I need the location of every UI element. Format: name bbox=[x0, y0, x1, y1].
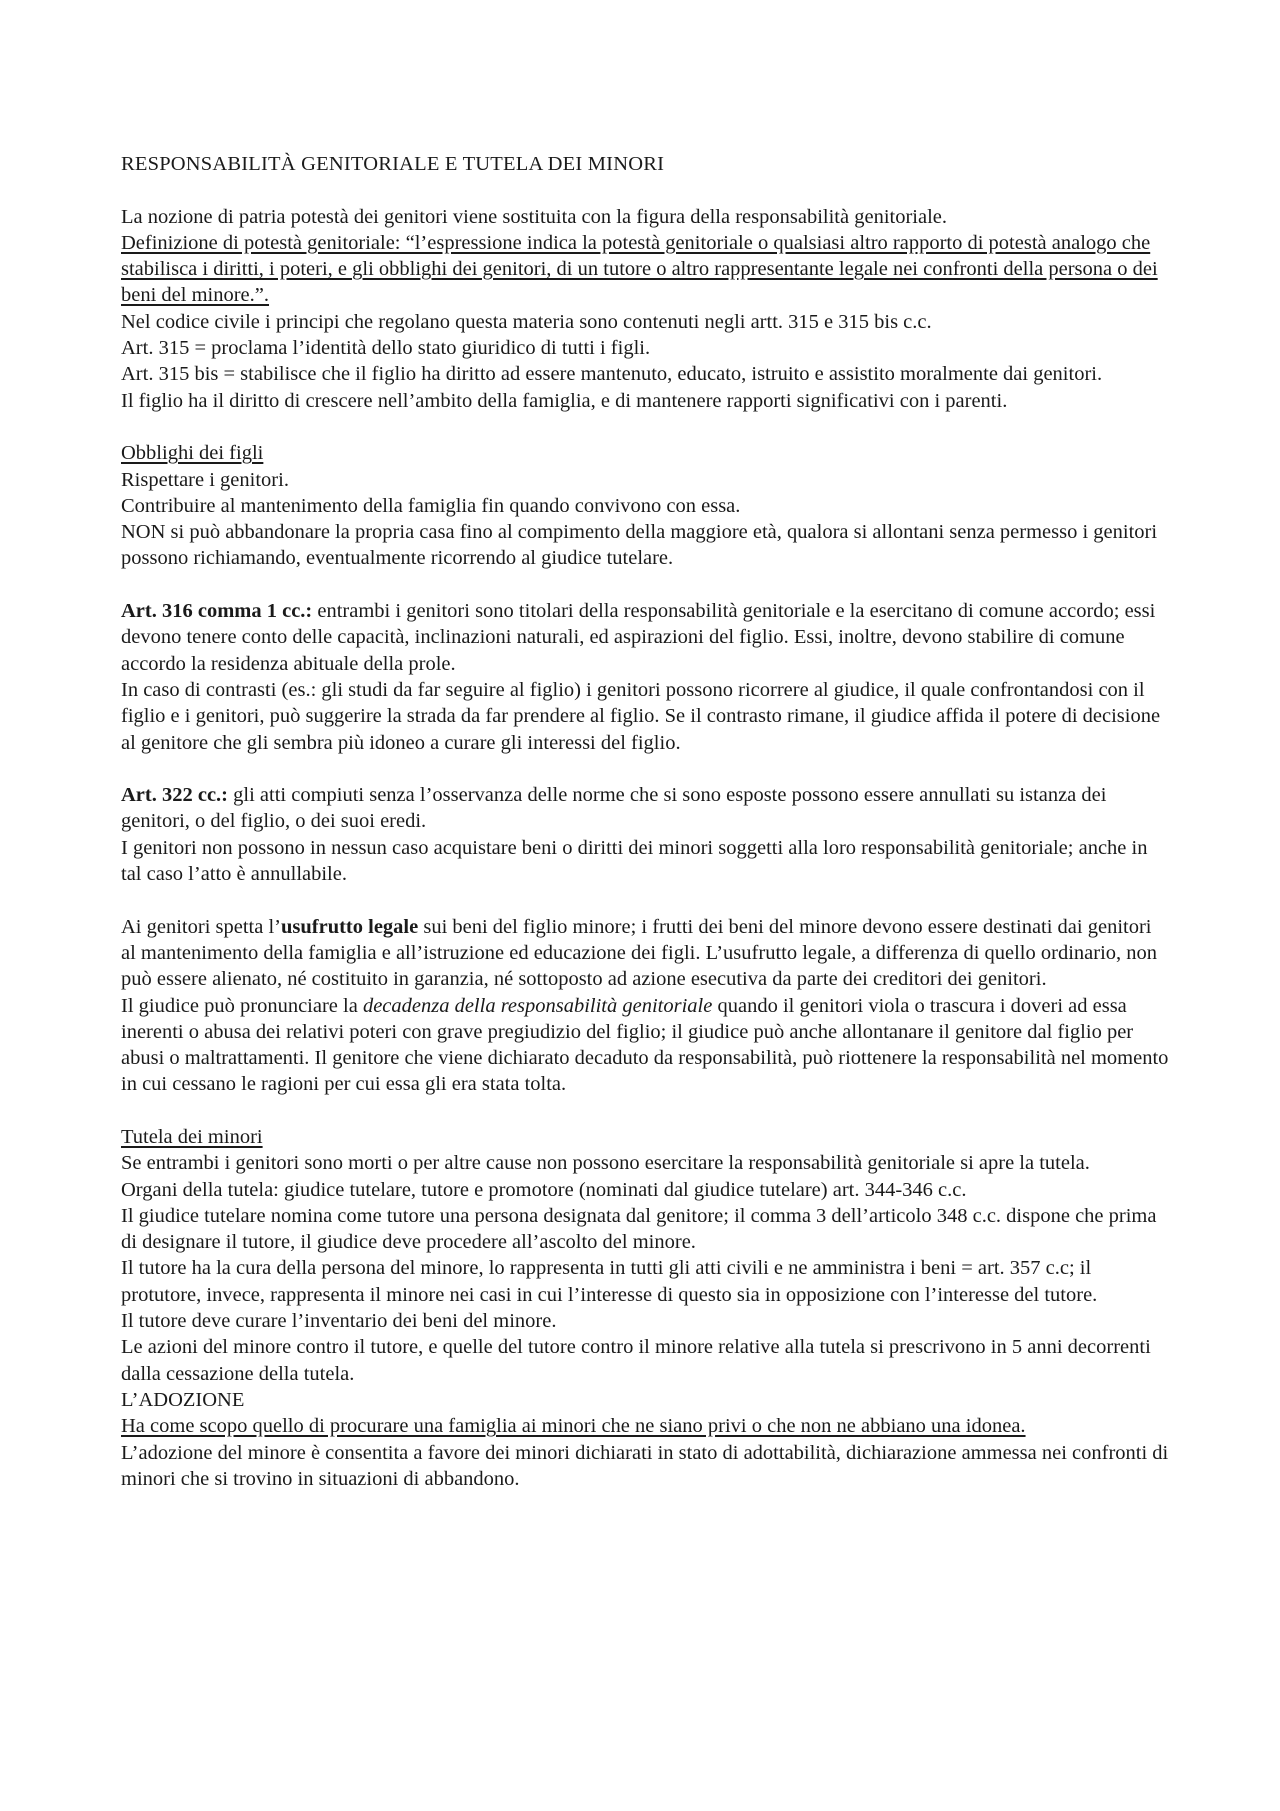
tutela-paragraph: Il giudice tutelare nomina come tutore una persona designata dal genitore; il comma 3 dell’articolo 348 c.c. dispone che prima di designare il tutore, il giudice deve procedere all’ascolto del minore. bbox=[121, 1204, 1157, 1254]
usufrutto-bold: usufrutto legale bbox=[280, 915, 419, 938]
codice-civile-paragraph: Nel codice civile i principi che regolano questa materia sono contenuti negli artt. 315 e 315 bis c.c. bbox=[121, 310, 932, 333]
tutela-paragraph: Le azioni del minore contro il tutore, e quelle del tutore contro il minore relative alla tutela si prescrivono in 5 anni decorrenti dalla cessazione della tutela. bbox=[121, 1336, 1151, 1385]
beni-paragraph: I genitori non possono in nessun caso acquistare beni o diritti dei minori soggetti alla loro responsabilità genitoriale; anche in tal caso l’atto è annullabile. bbox=[121, 836, 1148, 886]
contrasti-paragraph: In caso di contrasti (es.: gli studi da far seguire al figlio) i genitori possono ricorrere al giudice, il quale confrontandosi con il figlio e i genitori, può suggerire la strada da far prendere al figlio. Se il contrasto rimane, il giudice affida il potere di decisione al genitore che gli sembra più idoneo a curare gli interessi del figlio. bbox=[121, 678, 1161, 754]
adozione-paragraph: L’adozione del minore è consentita a favore dei minori dichiarati in stato di adottabilità, dichiarazione ammessa nei confronti di minori che si trovino in situazioni di abbandono. bbox=[121, 1441, 1169, 1490]
tutela-paragraph: Il tutore deve curare l’inventario dei beni del minore. bbox=[121, 1310, 557, 1333]
paragraph-gap bbox=[121, 1098, 1171, 1124]
art316-text: entrambi i genitori sono titolari della responsabilità genitoriale e la esercitano di comune accordo; essi devono tenere conto delle capacità, inclinazioni naturali, ed aspirazioni del figlio. Essi, inoltre, devono stabilire di comune accordo la residenza abituale della prole. bbox=[121, 600, 1156, 675]
usufrutto-before: Ai genitori spetta l’ bbox=[121, 915, 281, 938]
art322-paragraph bbox=[121, 782, 1171, 835]
paragraph-gap bbox=[121, 572, 1171, 598]
decadenza-paragraph bbox=[121, 993, 1171, 1098]
definition-paragraph: Definizione di potestà genitoriale: “l’espressione indica la potestà genitoriale o qualsiasi altro rapporto di potestà analogo che stabilisca i diritti, i poteri, e gli obblighi dei genitori, di un tutore o altro rappresentante legale nei confronti della persona o dei beni del minore.”. bbox=[121, 231, 1158, 307]
art322-label: Art. 322 cc.: bbox=[121, 784, 229, 807]
decadenza-italic: decadenza della responsabilità genitoriale bbox=[362, 994, 713, 1017]
paragraph-gap bbox=[121, 756, 1171, 782]
intro-paragraph: La nozione di patria potestà dei genitori viene sostituita con la figura della responsabilità genitoriale. bbox=[121, 205, 947, 228]
tutela-paragraph: Organi della tutela: giudice tutelare, tutore e promotore (nominati dal giudice tutelare) art. 344-346 c.c. bbox=[121, 1178, 967, 1201]
usufrutto-after: sui beni del figlio minore; i frutti dei beni del minore devono essere destinati dai genitori al mantenimento della famiglia e all’istruzione ed educazione dei figli. L’usufrutto legale, a differenza di quello ordinario, non può essere alienato, né costituito in garanzia, né sottoposto ad azione esecutiva da parte dei creditori dei genitori. bbox=[121, 915, 1158, 991]
paragraph-gap bbox=[121, 887, 1171, 913]
obblighi-heading: Obblighi dei figli bbox=[121, 442, 264, 465]
document-title: RESPONSABILITÀ GENITORIALE E TUTELA DEI MINORI bbox=[121, 153, 665, 175]
obblighi-item: Contribuire al mantenimento della famiglia fin quando convivono con essa. bbox=[121, 494, 741, 517]
art316-label: Art. 316 comma 1 cc.: bbox=[121, 600, 313, 623]
tutela-paragraph: Se entrambi i genitori sono morti o per altre cause non possono esercitare la responsabilità genitoriale si apre la tutela. bbox=[121, 1152, 1090, 1175]
obblighi-item: Rispettare i genitori. bbox=[121, 468, 289, 491]
obblighi-item: NON si può abbandonare la propria casa fino al compimento della maggiore età, qualora si allontani senza permesso i genitori possono richiamando, eventualmente ricorrendo al giudice tutelare. bbox=[121, 521, 1158, 570]
tutela-heading: Tutela dei minori bbox=[121, 1125, 263, 1148]
art322-text: gli atti compiuti senza l’osservanza delle norme che si sono esposte possono essere annullati su istanza dei genitori, o del figlio, o dei suoi eredi. bbox=[121, 784, 1107, 833]
paragraph-gap bbox=[121, 177, 1171, 203]
decadenza-after: quando il genitori viola o trascura i doveri ad essa inerenti o abusa dei relativi poteri con grave pregiudizio del figlio; il giudice può anche allontanare il genitore dal figlio per abusi o maltrattamenti. Il genitore che viene dichiarato decaduto da responsabilità, può riottenere la responsabilità nel momento in cui cessano le ragioni per cui essa gli era stata tolta. bbox=[121, 994, 1169, 1096]
tutela-paragraph: Il tutore ha la cura della persona del minore, lo rappresenta in tutti gli atti civili e ne amministra i beni = art. 357 c.c; il protutore, invece, rappresenta il minore nei casi in cui l’interesse di questo sia in opposizione con l’interesse del tutore. bbox=[121, 1257, 1098, 1306]
adozione-heading: L’ADOZIONE bbox=[121, 1388, 245, 1411]
paragraph-gap bbox=[121, 414, 1171, 440]
art316-paragraph bbox=[121, 598, 1171, 677]
art315-paragraph: Art. 315 = proclama l’identità dello stato giuridico di tutti i figli. bbox=[121, 337, 651, 360]
crescere-paragraph: Il figlio ha il diritto di crescere nell’ambito della famiglia, e di mantenere rapporti significativi con i parenti. bbox=[121, 389, 1008, 412]
usufrutto-paragraph bbox=[121, 914, 1171, 993]
document-page bbox=[121, 151, 1171, 1492]
adozione-scopo: Ha come scopo quello di procurare una famiglia ai minori che ne siano privi o che non ne abbiano una idonea. bbox=[121, 1415, 1026, 1438]
decadenza-before: Il giudice può pronunciare la bbox=[121, 994, 363, 1017]
art315bis-paragraph: Art. 315 bis = stabilisce che il figlio ha diritto ad essere mantenuto, educato, istruito e assistito moralmente dai genitori. bbox=[121, 363, 1103, 386]
